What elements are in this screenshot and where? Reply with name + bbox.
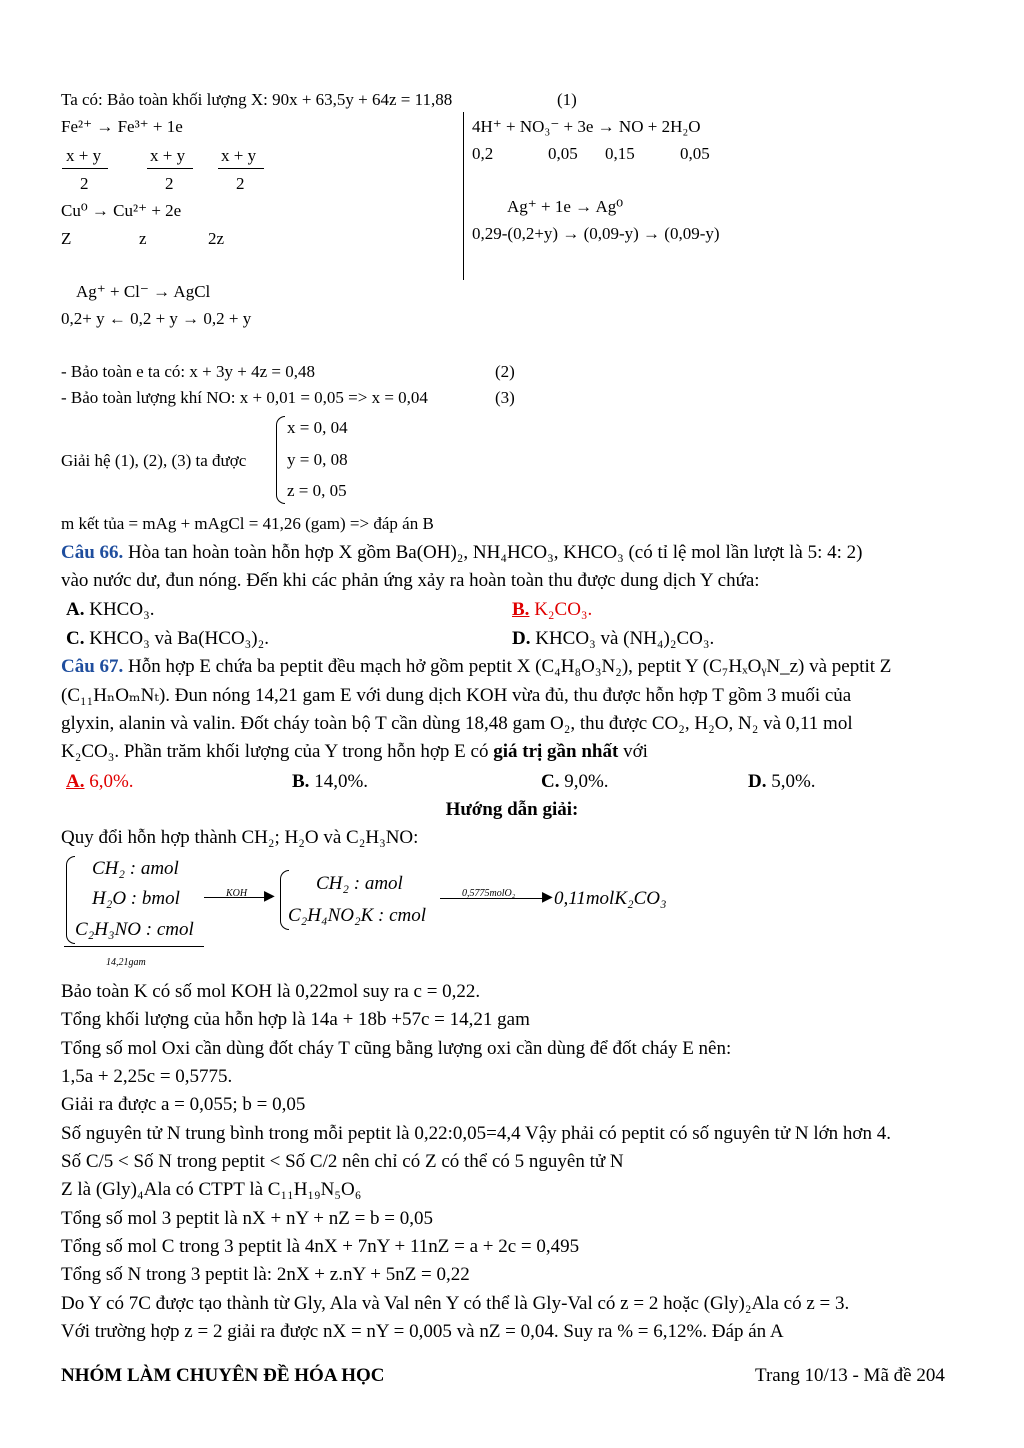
arrow-head-icon: ▶ bbox=[264, 889, 275, 904]
no-value-2: 0,05 bbox=[548, 144, 578, 163]
solution-line: Bảo toàn K có số mol KOH là 0,22mol suy ra c = 0,22. bbox=[61, 981, 481, 1002]
fraction-bar bbox=[218, 168, 264, 169]
system-y: y = 0, 08 bbox=[287, 450, 348, 469]
q67-option-c: C. 9,0%. bbox=[541, 771, 609, 792]
q66-option-a: A. KHCO₃. bbox=[66, 599, 155, 620]
fe-equation: Fe²⁺ → Fe³⁺ + 1e bbox=[61, 117, 183, 136]
system-z: z = 0, 05 bbox=[287, 481, 347, 500]
solution-line: Tổng số mol Oxi cần dùng đốt cháy T cũng bằng lượng oxi cần dùng để đốt cháy E nên: bbox=[61, 1038, 732, 1059]
q67-option-a: A. 6,0%. bbox=[66, 771, 134, 792]
fe-denom-2: 2 bbox=[165, 174, 174, 193]
solution-line: Tổng số N trong 3 peptit là: 2nX + z.nY + 5nZ = 0,22 bbox=[61, 1264, 470, 1285]
no-equation: 4H⁺ + NO₃⁻ + 3e → NO + 2H₂O bbox=[472, 117, 701, 136]
q67-text-1: Hỗn hợp E chứa ba peptit đều mạch hở gồm peptit X (C₄H₈O₃N₂), peptit Y (C₇HₓOᵧN_z) và peptit Z bbox=[123, 656, 892, 677]
no-value-4: 0,05 bbox=[680, 144, 710, 163]
no-value-3: 0,15 bbox=[605, 144, 635, 163]
eq-tag-3: (3) bbox=[495, 388, 515, 407]
solution-line: Giải ra được a = 0,055; b = 0,05 bbox=[61, 1094, 306, 1115]
solution-line: Tổng số mol 3 peptit là nX + nY + nZ = b = 0,05 bbox=[61, 1208, 433, 1229]
scheme-left-brace bbox=[66, 856, 75, 944]
fe-denom-1: 2 bbox=[80, 174, 89, 193]
q66-option-c: C. KHCO₃ và Ba(HCO₃)₂. bbox=[66, 628, 270, 649]
scheme-h2o: H₂O : bmol bbox=[92, 888, 180, 909]
fe-denom-3: 2 bbox=[236, 174, 245, 193]
fe-value-3: x + y bbox=[221, 146, 257, 165]
scheme-mid-ch2: CH₂ : amol bbox=[316, 873, 403, 894]
q67-text-3: glyxin, alanin và valin. Đốt cháy toàn bộ T cần dùng 18,48 gam O₂, thu được CO₂, H₂O, N₂ và 0,11 mol bbox=[61, 713, 853, 734]
scheme-koh-label: KOH bbox=[226, 888, 248, 899]
system-x: x = 0, 04 bbox=[287, 418, 348, 437]
q66-option-d: D. KHCO₃ và (NH₄)₂CO₃. bbox=[512, 628, 715, 649]
agcl-values: 0,2+ y ← 0,2 + y → 0,2 + y bbox=[61, 309, 252, 328]
solution-line: Z là (Gly)₄Ala có CTPT là C₁₁H₁₉N₅O₆ bbox=[61, 1179, 362, 1200]
no-value-1: 0,2 bbox=[472, 144, 494, 163]
arrow-o2 bbox=[440, 898, 548, 899]
cu-equation: Cu⁰ → Cu²⁺ + 2e bbox=[61, 201, 182, 220]
footer-group: NHÓM LÀM CHUYÊN ĐỀ HÓA HỌC bbox=[61, 1365, 385, 1386]
q67-line-1 bbox=[61, 655, 891, 679]
fraction-bar bbox=[147, 168, 193, 169]
q66-number: Câu 66. bbox=[61, 542, 124, 563]
scheme-ch2: CH₂ : amol bbox=[92, 858, 179, 879]
q66-text-1: Hòa tan hoàn toàn hỗn hợp X gồm Ba(OH)₂, NH₄HCO₃, KHCO₃ (có tỉ lệ mol lần lượt là 5: 4: 2) bbox=[123, 542, 863, 563]
q67-text-2: (C₁₁HₙOₘNₜ). Đun nóng 14,21 gam E với dung dịch KOH vừa đủ, thu được hỗn hợp T gồm 3 muối của bbox=[61, 685, 852, 706]
fe-value-2: x + y bbox=[150, 146, 186, 165]
solution-line: Tổng khối lượng của hỗn hợp là 14a + 18b +57c = 14,21 gam bbox=[61, 1009, 530, 1030]
cu-value-1: Z bbox=[61, 229, 72, 248]
q66-line-1 bbox=[61, 541, 863, 565]
q67-line-4: K₂CO₃. Phần trăm khối lượng của Y trong hỗn hợp E có giá trị gần nhất với bbox=[61, 741, 648, 762]
q66-option-b: B. K₂CO₃. bbox=[512, 599, 593, 620]
q66-text-2: vào nước dư, đun nóng. Đến khi các phản ứng xảy ra hoàn toàn thu được dung dịch Y chứa: bbox=[61, 570, 760, 591]
cu-value-2: z bbox=[139, 229, 147, 248]
q67-option-b: B. 14,0%. bbox=[292, 771, 369, 792]
eq-tag-1: (1) bbox=[557, 90, 577, 109]
precipitate-mass: m kết tủa = mAg + mAgCl = 41,26 (gam) => đáp án B bbox=[61, 514, 434, 533]
fraction-bar bbox=[62, 168, 108, 169]
underbrace-line bbox=[64, 946, 204, 947]
q67-number: Câu 67. bbox=[61, 656, 124, 677]
eq-tag-2: (2) bbox=[495, 362, 515, 381]
system-brace bbox=[276, 416, 285, 504]
footer-page: Trang 10/13 - Mã đề 204 bbox=[755, 1365, 945, 1386]
scheme-product: 0,11molK₂CO₃ bbox=[554, 888, 667, 909]
electron-balance: - Bảo toàn e ta có: x + 3y + 4z = 0,48 bbox=[61, 362, 315, 381]
solution-line: Tổng số mol C trong 3 peptit là 4nX + 7nY + 11nZ = a + 2c = 0,495 bbox=[61, 1236, 580, 1257]
q67-option-d: D. 5,0%. bbox=[748, 771, 816, 792]
arrow-head-icon: ▶ bbox=[542, 890, 553, 905]
ag-values: 0,29-(0,2+y) → (0,09-y) → (0,09-y) bbox=[472, 224, 720, 243]
agcl-equation: Ag⁺ + Cl⁻ → AgCl bbox=[76, 282, 211, 301]
solution-line: 1,5a + 2,25c = 0,5775. bbox=[61, 1066, 233, 1087]
solution-line: Số nguyên tử N trung bình trong mỗi peptit là 0,22:0,05=4,4 Vậy phải có peptit có số nguyên tử N lớn hơn 4. bbox=[61, 1123, 891, 1144]
solution-line: Số C/5 < Số N trong peptit < Số C/2 nên chỉ có Z có thể có 5 nguyên tử N bbox=[61, 1151, 624, 1172]
solution-line: Do Y có 7C được tạo thành từ Gly, Ala và Val nên Y có thể là Gly-Val có z = 2 hoặc (Gly)₂Ala có z = 3. bbox=[61, 1293, 850, 1314]
scheme-mass: 14,21gam bbox=[106, 957, 146, 968]
column-divider bbox=[463, 112, 464, 280]
arrow-koh bbox=[204, 897, 272, 898]
guide-heading: Hướng dẫn giải: bbox=[445, 799, 579, 820]
mass-balance-line: Ta có: Bảo toàn khối lượng X: 90x + 63,5y + 64z = 11,88 bbox=[61, 90, 453, 109]
fe-value-1: x + y bbox=[66, 146, 102, 165]
solution-line: Với trường hợp z = 2 giải ra được nX = nY = 0,005 và nZ = 0,04. Suy ra % = 6,12%. Đáp án A bbox=[61, 1321, 784, 1342]
no-gas-balance: - Bảo toàn lượng khí NO: x + 0,01 = 0,05 => x = 0,04 bbox=[61, 388, 428, 407]
cu-value-3: 2z bbox=[208, 229, 225, 248]
scheme-o2-label: 0,5775molO₂ bbox=[462, 888, 516, 899]
scheme-mid-salt: C₂H₄NO₂K : cmol bbox=[288, 905, 427, 926]
conversion-line: Quy đổi hỗn hợp thành CH₂; H₂O và C₂H₃NO: bbox=[61, 827, 419, 848]
scheme-c2h3no: C₂H₃NO : cmol bbox=[75, 919, 194, 940]
ag-equation: Ag⁺ + 1e → Ag⁰ bbox=[507, 197, 624, 216]
system-label: Giải hệ (1), (2), (3) ta được bbox=[61, 451, 247, 470]
